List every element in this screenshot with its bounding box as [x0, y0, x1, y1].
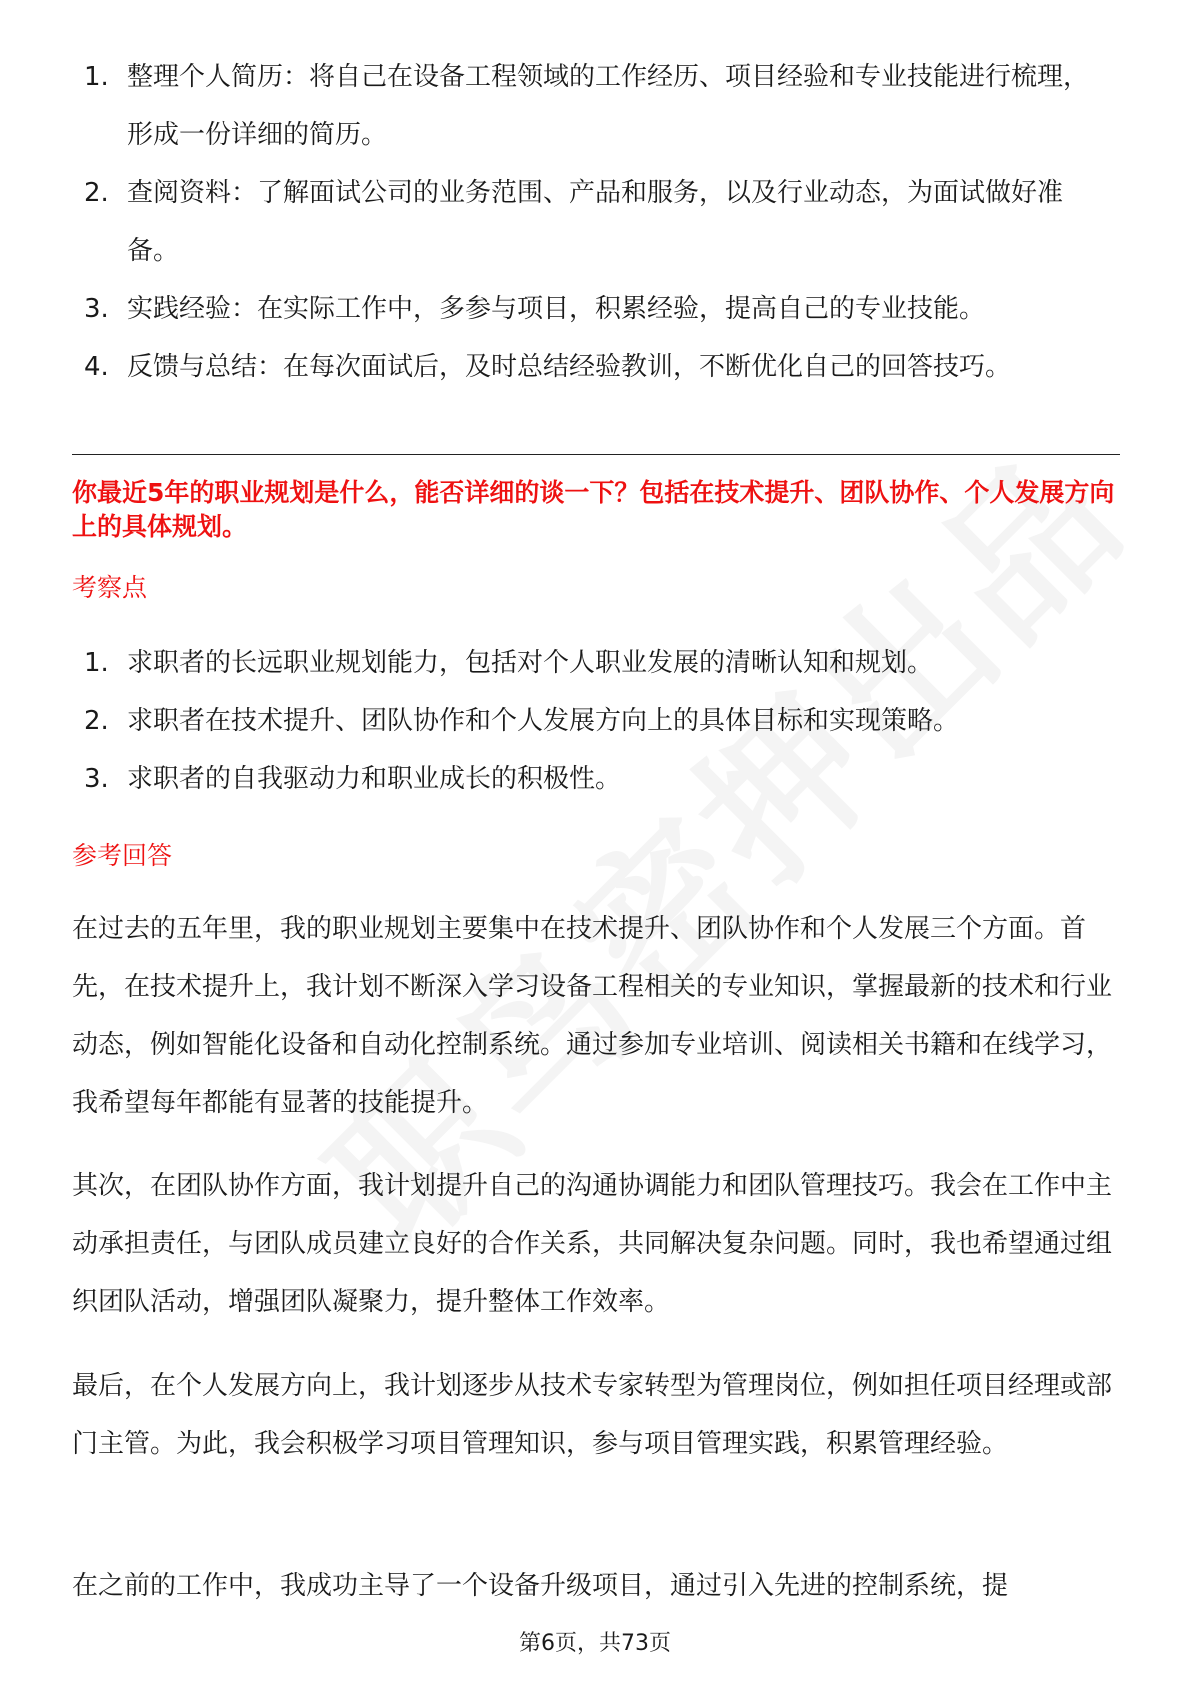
- list-text: 求职者的长远职业规划能力，包括对个人职业发展的清晰认知和规划。: [127, 648, 934, 678]
- list-item: [84, 338, 1114, 396]
- list-text: 求职者在技术提升、团队协作和个人发展方向上的具体目标和实现策略。: [127, 706, 960, 736]
- answer-paragraph: 最后，在个人发展方向上，我计划逐步从技术专家转型为管理岗位，例如担任项目经理或部门主管。为此，我会积极学习项目管理知识，参与项目管理实践，积累管理经验。: [72, 1371, 1113, 1459]
- focus-title: 考察点: [72, 573, 148, 602]
- list-text: 查阅资料：了解面试公司的业务范围、产品和服务，以及行业动态，为面试做好准备。: [127, 178, 1064, 266]
- list-item: [84, 48, 1114, 164]
- answer-title: 参考回答: [72, 841, 173, 870]
- list-item: [84, 692, 1114, 750]
- focus-list: [84, 634, 1114, 808]
- list-text: 实践经验：在实际工作中，多参与项目，积累经验，提高自己的专业技能。: [127, 294, 986, 324]
- list-item: [84, 750, 1114, 808]
- list-text: 整理个人简历：将自己在设备工程领域的工作经历、项目经验和专业技能进行梳理，形成一份详细的简历。: [127, 62, 1090, 150]
- list-item: [84, 280, 1114, 338]
- list-number: 2.: [84, 178, 109, 208]
- question-heading: 你最近5年的职业规划是什么，能否详细的谈一下？包括在技术提升、团队协作、个人发展方向上的具体规划。: [72, 478, 1115, 541]
- answer-paragraph: 在之前的工作中，我成功主导了一个设备升级项目，通过引入先进的控制系统，提: [72, 1571, 1009, 1601]
- list-item: [84, 634, 1114, 692]
- section-divider: [72, 454, 1120, 455]
- list-number: 3.: [84, 764, 109, 794]
- page-footer: 第6页，共73页: [519, 1631, 671, 1656]
- prep-list: [84, 48, 1114, 396]
- list-number: 3.: [84, 294, 109, 324]
- answer-paragraph: 在过去的五年里，我的职业规划主要集中在技术提升、团队协作和个人发展三个方面。首先，在技术提升上，我计划不断深入学习设备工程相关的专业知识，掌握最新的技术和行业动态，例如智能化设备和自动化控制系统。通过参加专业培训、阅读相关书籍和在线学习，我希望每年都能有显著的技能提升。: [72, 914, 1113, 1118]
- list-text: 反馈与总结：在每次面试后，及时总结经验教训，不断优化自己的回答技巧。: [127, 352, 1012, 382]
- list-number: 4.: [84, 352, 109, 382]
- list-number: 2.: [84, 706, 109, 736]
- answer-paragraph: 其次，在团队协作方面，我计划提升自己的沟通协调能力和团队管理技巧。我会在工作中主动承担责任，与团队成员建立良好的合作关系，共同解决复杂问题。同时，我也希望通过组织团队活动，增强团队凝聚力，提升整体工作效率。: [72, 1171, 1113, 1317]
- list-number: 1.: [84, 648, 109, 678]
- list-number: 1.: [84, 62, 109, 92]
- list-text: 求职者的自我驱动力和职业成长的积极性。: [127, 764, 622, 794]
- list-item: [84, 164, 1114, 280]
